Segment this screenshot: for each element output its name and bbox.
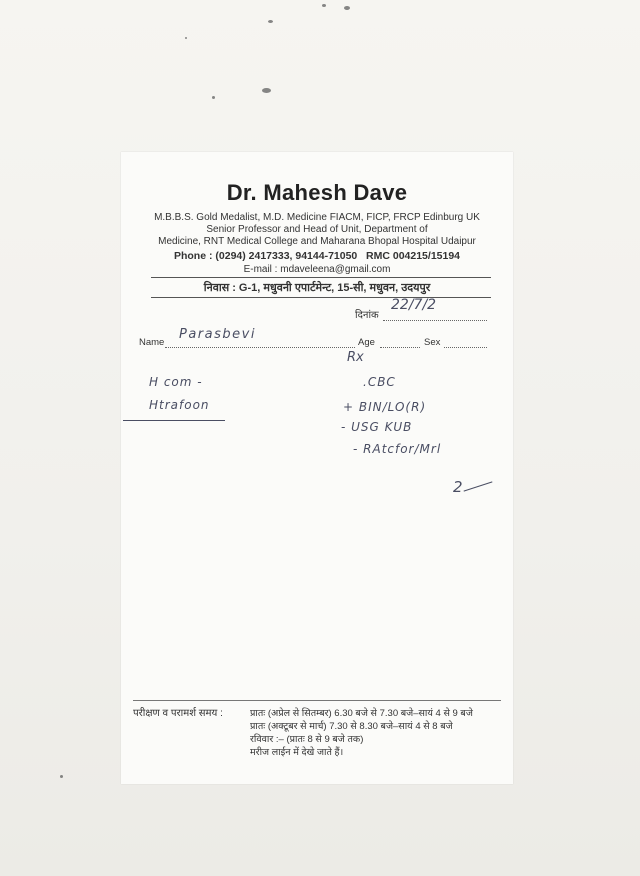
- name-line: [165, 347, 355, 348]
- footer-hours-label: परीक्षण व परामर्श समय :: [133, 708, 223, 719]
- phone-label: Phone :: [173, 250, 213, 262]
- name-label: Name: [139, 337, 165, 348]
- credential-line-1: M.B.B.S. Gold Medalist, M.D. Medicine FIACM, FICP, FRCP Edinburg UK: [154, 212, 480, 223]
- footer-hours-winter: प्रातः (अक्टूबर से मार्च) 7.30 से 8.30 बजे–सायं 4 से 8 बजे: [250, 721, 453, 732]
- age-line: [380, 347, 420, 348]
- date-handwritten: 22/7/2: [391, 297, 437, 313]
- sex-line: [444, 347, 487, 348]
- scan-speck: [185, 37, 187, 39]
- signature-mark: 2: [453, 478, 463, 496]
- address-line: निवास : G-1, मधुवनी एपार्टमेन्ट, 15-सी, मधुवन, उदयपुर: [203, 282, 431, 294]
- patient-name-handwritten: Parasbevi: [179, 327, 256, 342]
- footer-queue-note: मरीज लाईन में देखे जाते हैं।: [250, 747, 344, 758]
- header-divider-bottom: [151, 297, 491, 298]
- scan-speck: [322, 4, 326, 7]
- scan-speck: [344, 6, 350, 10]
- credential-line-2: Senior Professor and Head of Unit, Department of: [206, 224, 428, 235]
- scan-speck: [262, 88, 271, 93]
- sex-label: Sex: [424, 337, 441, 348]
- scan-speck: [60, 775, 63, 778]
- order-2: + BIN/LO(R): [343, 400, 427, 414]
- phone-numbers: (0294) 2417333, 94144-71050: [215, 250, 358, 262]
- order-1: .CBC: [363, 375, 396, 389]
- order-4: - RAtcfor/Mrl: [353, 442, 442, 456]
- date-line: [383, 320, 487, 321]
- scan-speck: [212, 96, 215, 99]
- scan-speck: [268, 20, 273, 23]
- complaint-1: H com -: [149, 375, 203, 389]
- email-line: E-mail : mdaveleena@gmail.com: [243, 264, 391, 275]
- prescription-sheet: [121, 152, 513, 784]
- doctor-name: Dr. Mahesh Dave: [226, 180, 408, 205]
- complaint-2: Htrafoon: [149, 398, 210, 412]
- signature-stroke: [464, 481, 493, 491]
- rx-symbol: Rx: [347, 350, 364, 365]
- footer-hours-summer: प्रातः (अप्रेल से सितम्बर) 6.30 बजे से 7.30 बजे–सायं 4 से 9 बजे: [250, 708, 473, 719]
- order-3: - USG KUB: [341, 420, 413, 434]
- date-label: दिनांक: [355, 310, 379, 321]
- rmc-number: RMC 004215/15194: [366, 250, 461, 262]
- header-divider-top: [151, 277, 491, 278]
- age-label: Age: [358, 337, 375, 348]
- credential-line-3: Medicine, RNT Medical College and Maharana Bhopal Hospital Udaipur: [158, 236, 476, 247]
- phone-row: [121, 250, 513, 262]
- footer-divider: [133, 700, 501, 701]
- footer-hours-sunday: रविवार :– (प्रातः 8 से 9 बजे तक): [250, 734, 364, 745]
- complaint-underline: [123, 420, 225, 421]
